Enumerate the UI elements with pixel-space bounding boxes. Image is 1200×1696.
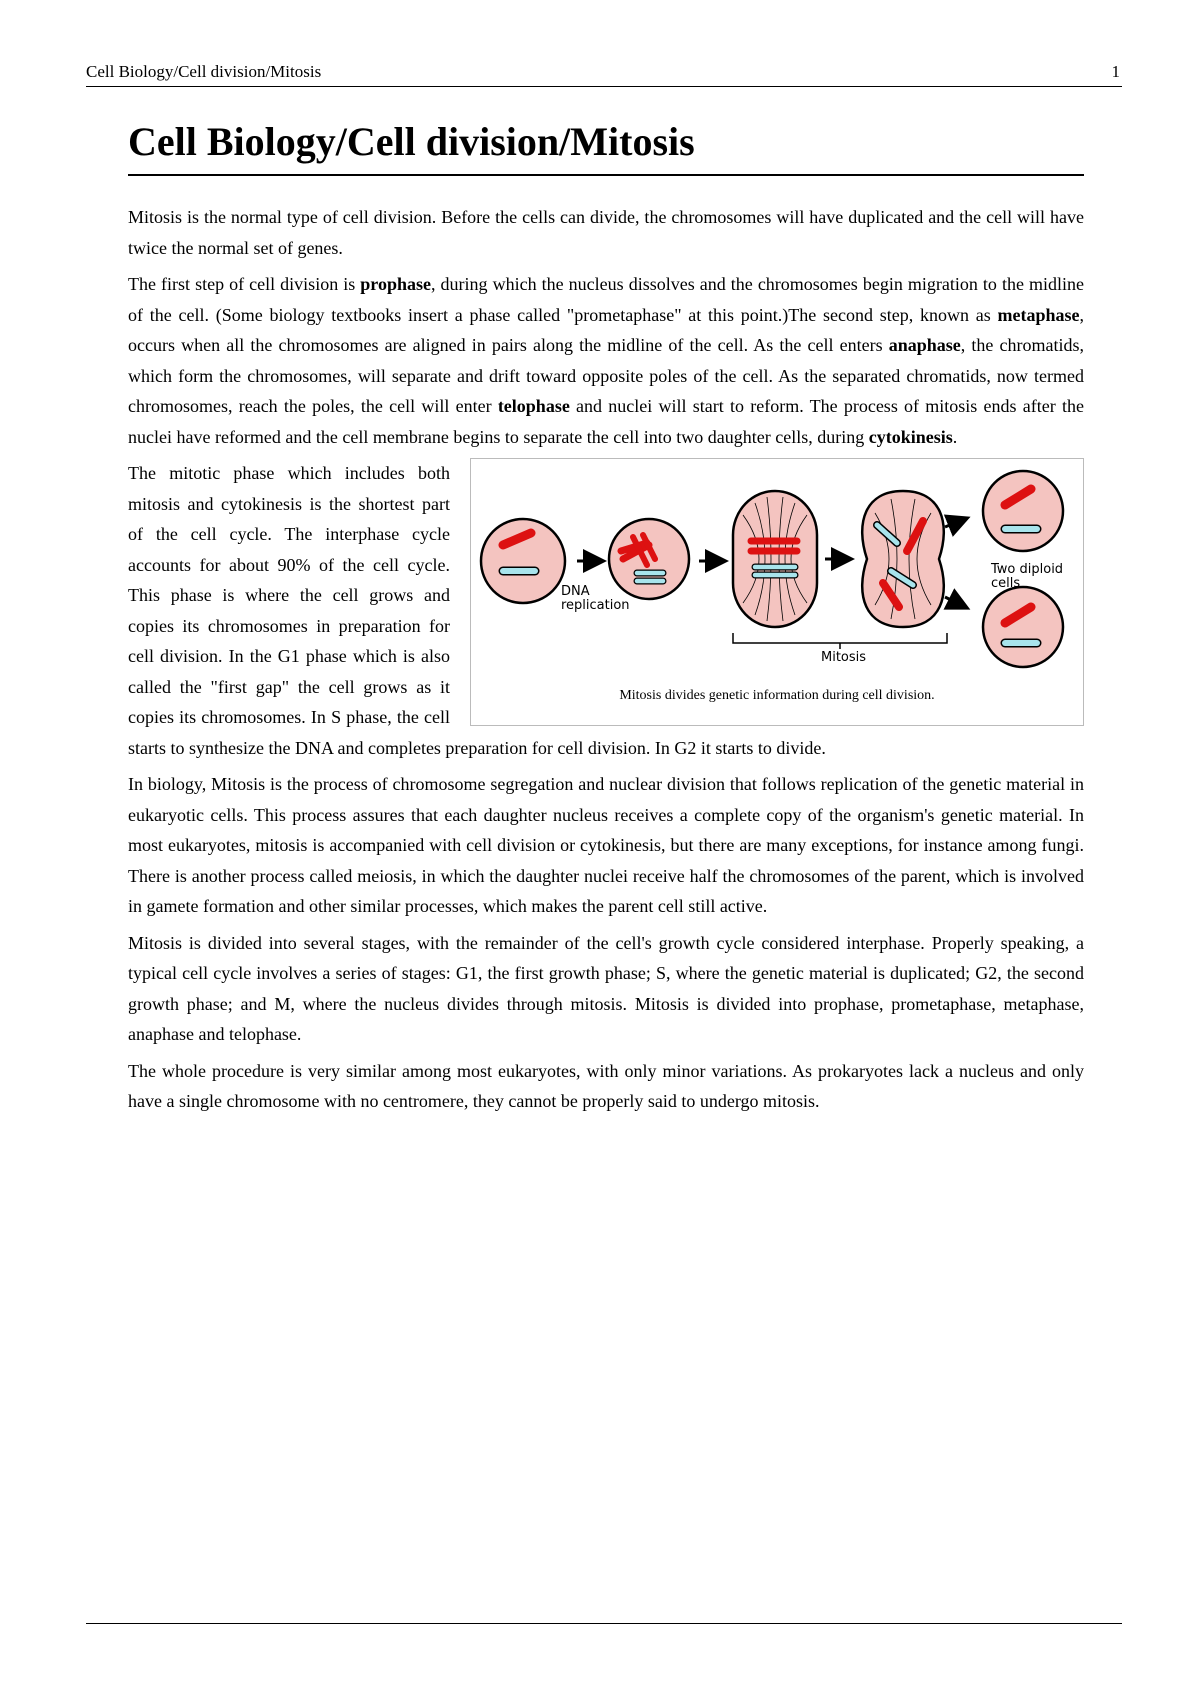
cell-anaphase bbox=[862, 491, 944, 627]
footer-rule bbox=[86, 1623, 1122, 1624]
text-segment: , occurs when all the chromosomes are aligned in pairs along the midline of the cell. As the cell enters bbox=[128, 304, 1084, 355]
text-segment: , during which the nucleus dissolves and the chromosomes begin migration to the midline of the cell. (Some biology textbooks insert a phase called "prometaphase" at this point.)The second step, known as bbox=[128, 274, 1084, 325]
running-header-title: Cell Biology/Cell division/Mitosis bbox=[86, 62, 322, 81]
cell-interphase bbox=[481, 519, 565, 603]
label-line: replication bbox=[561, 598, 630, 613]
mitosis-figure bbox=[470, 458, 1084, 726]
running-header bbox=[86, 60, 1122, 87]
paragraph-intro: Mitosis is the normal type of cell division. Before the cells can divide, the chromosomes will have duplicated and the cell will have twice the normal set of genes. bbox=[128, 207, 1084, 258]
label-mitosis: Mitosis bbox=[821, 650, 867, 665]
daughter-cell-bottom bbox=[983, 587, 1063, 667]
paragraph-prokaryotes: The whole procedure is very similar among most eukaryotes, with only minor variations. As prokaryotes lack a nucleus and only have a single chromosome with no centromere, they cannot be properly said to undergo mitosis. bbox=[128, 1060, 1084, 1111]
text-segment: The first step of cell division is bbox=[128, 274, 361, 294]
arrow-icon bbox=[945, 519, 965, 527]
article-body bbox=[128, 202, 1084, 1123]
label-dna-replication bbox=[561, 585, 630, 613]
paragraph-mitotic-phase: The mitotic phase which includes both mitosis and cytokinesis is the shortest part of the cell cycle. The interphase cycle accounts for about 90% of the cell cycle. This phase is where the cell grows and copies its chromosomes in preparation for cell division. In the G1 phase which is also called the "first gap" the cell grows as it copies its chromosomes. In S phase, the cell starts to synthesize the DNA and completes preparation for cell division. In G2 it starts to divide. bbox=[128, 463, 826, 758]
daughter-cell-top bbox=[983, 471, 1063, 551]
page-title: Cell Biology/Cell division/Mitosis bbox=[128, 120, 1084, 176]
text-segment: . bbox=[952, 426, 958, 447]
term-cytokinesis: cytokinesis bbox=[868, 426, 953, 447]
label-two-diploid-cells bbox=[991, 563, 1063, 591]
mitosis-bracket bbox=[733, 633, 947, 649]
arrow-icon bbox=[945, 597, 965, 607]
text-segment: and nuclei will start to reform. The process of mitosis ends after the nuclei have reformed and the cell membrane begins to separate the cell into two daughter cells, during bbox=[128, 396, 1084, 447]
figure-caption: Mitosis divides genetic information during cell division. bbox=[619, 688, 935, 703]
label-line: cells bbox=[991, 576, 1021, 591]
term-telophase: telophase bbox=[497, 396, 570, 416]
paragraph-biology: In biology, Mitosis is the process of chromosome segregation and nuclear division that follows replication of the genetic material in eukaryotic cells. This process assures that each daughter nucleus receives a complete copy of the organism's genetic material. In most eukaryotes, mitosis is accompanied with cell division or cytokinesis, but there are many exceptions, for instance among fungi. There is another process called meiosis, in which the daughter nuclei receive half the chromosomes of the parent, which is involved in gamete formation and other similar processes, which makes the parent cell still active. bbox=[128, 774, 1084, 916]
paragraph-phases bbox=[128, 269, 1084, 452]
page-number: 1 bbox=[1111, 62, 1120, 81]
term-anaphase: anaphase bbox=[888, 335, 961, 355]
label-line: Two diploid bbox=[991, 562, 1064, 577]
term-metaphase: metaphase bbox=[997, 304, 1080, 325]
label-line: DNA bbox=[561, 584, 590, 599]
cell-metaphase bbox=[733, 491, 817, 627]
paragraph-stages: Mitosis is divided into several stages, with the remainder of the cell's growth cycle considered interphase. Properly speaking, a typical cell cycle involves a series of stages: G1, the first growth phase; S, where the genetic material is duplicated; G2, the second growth phase; and M, where the nucleus divides through mitosis. Mitosis is divided into prophase, prometaphase, metaphase, anaphase and telophase. bbox=[128, 932, 1084, 1044]
term-prophase: prophase bbox=[360, 274, 431, 294]
text-segment: , the chromatids, which form the chromosomes, will separate and drift toward opposite poles of the cell. As the separated chromatids, now termed chromosomes, reach the poles, the cell will enter bbox=[128, 335, 1084, 416]
